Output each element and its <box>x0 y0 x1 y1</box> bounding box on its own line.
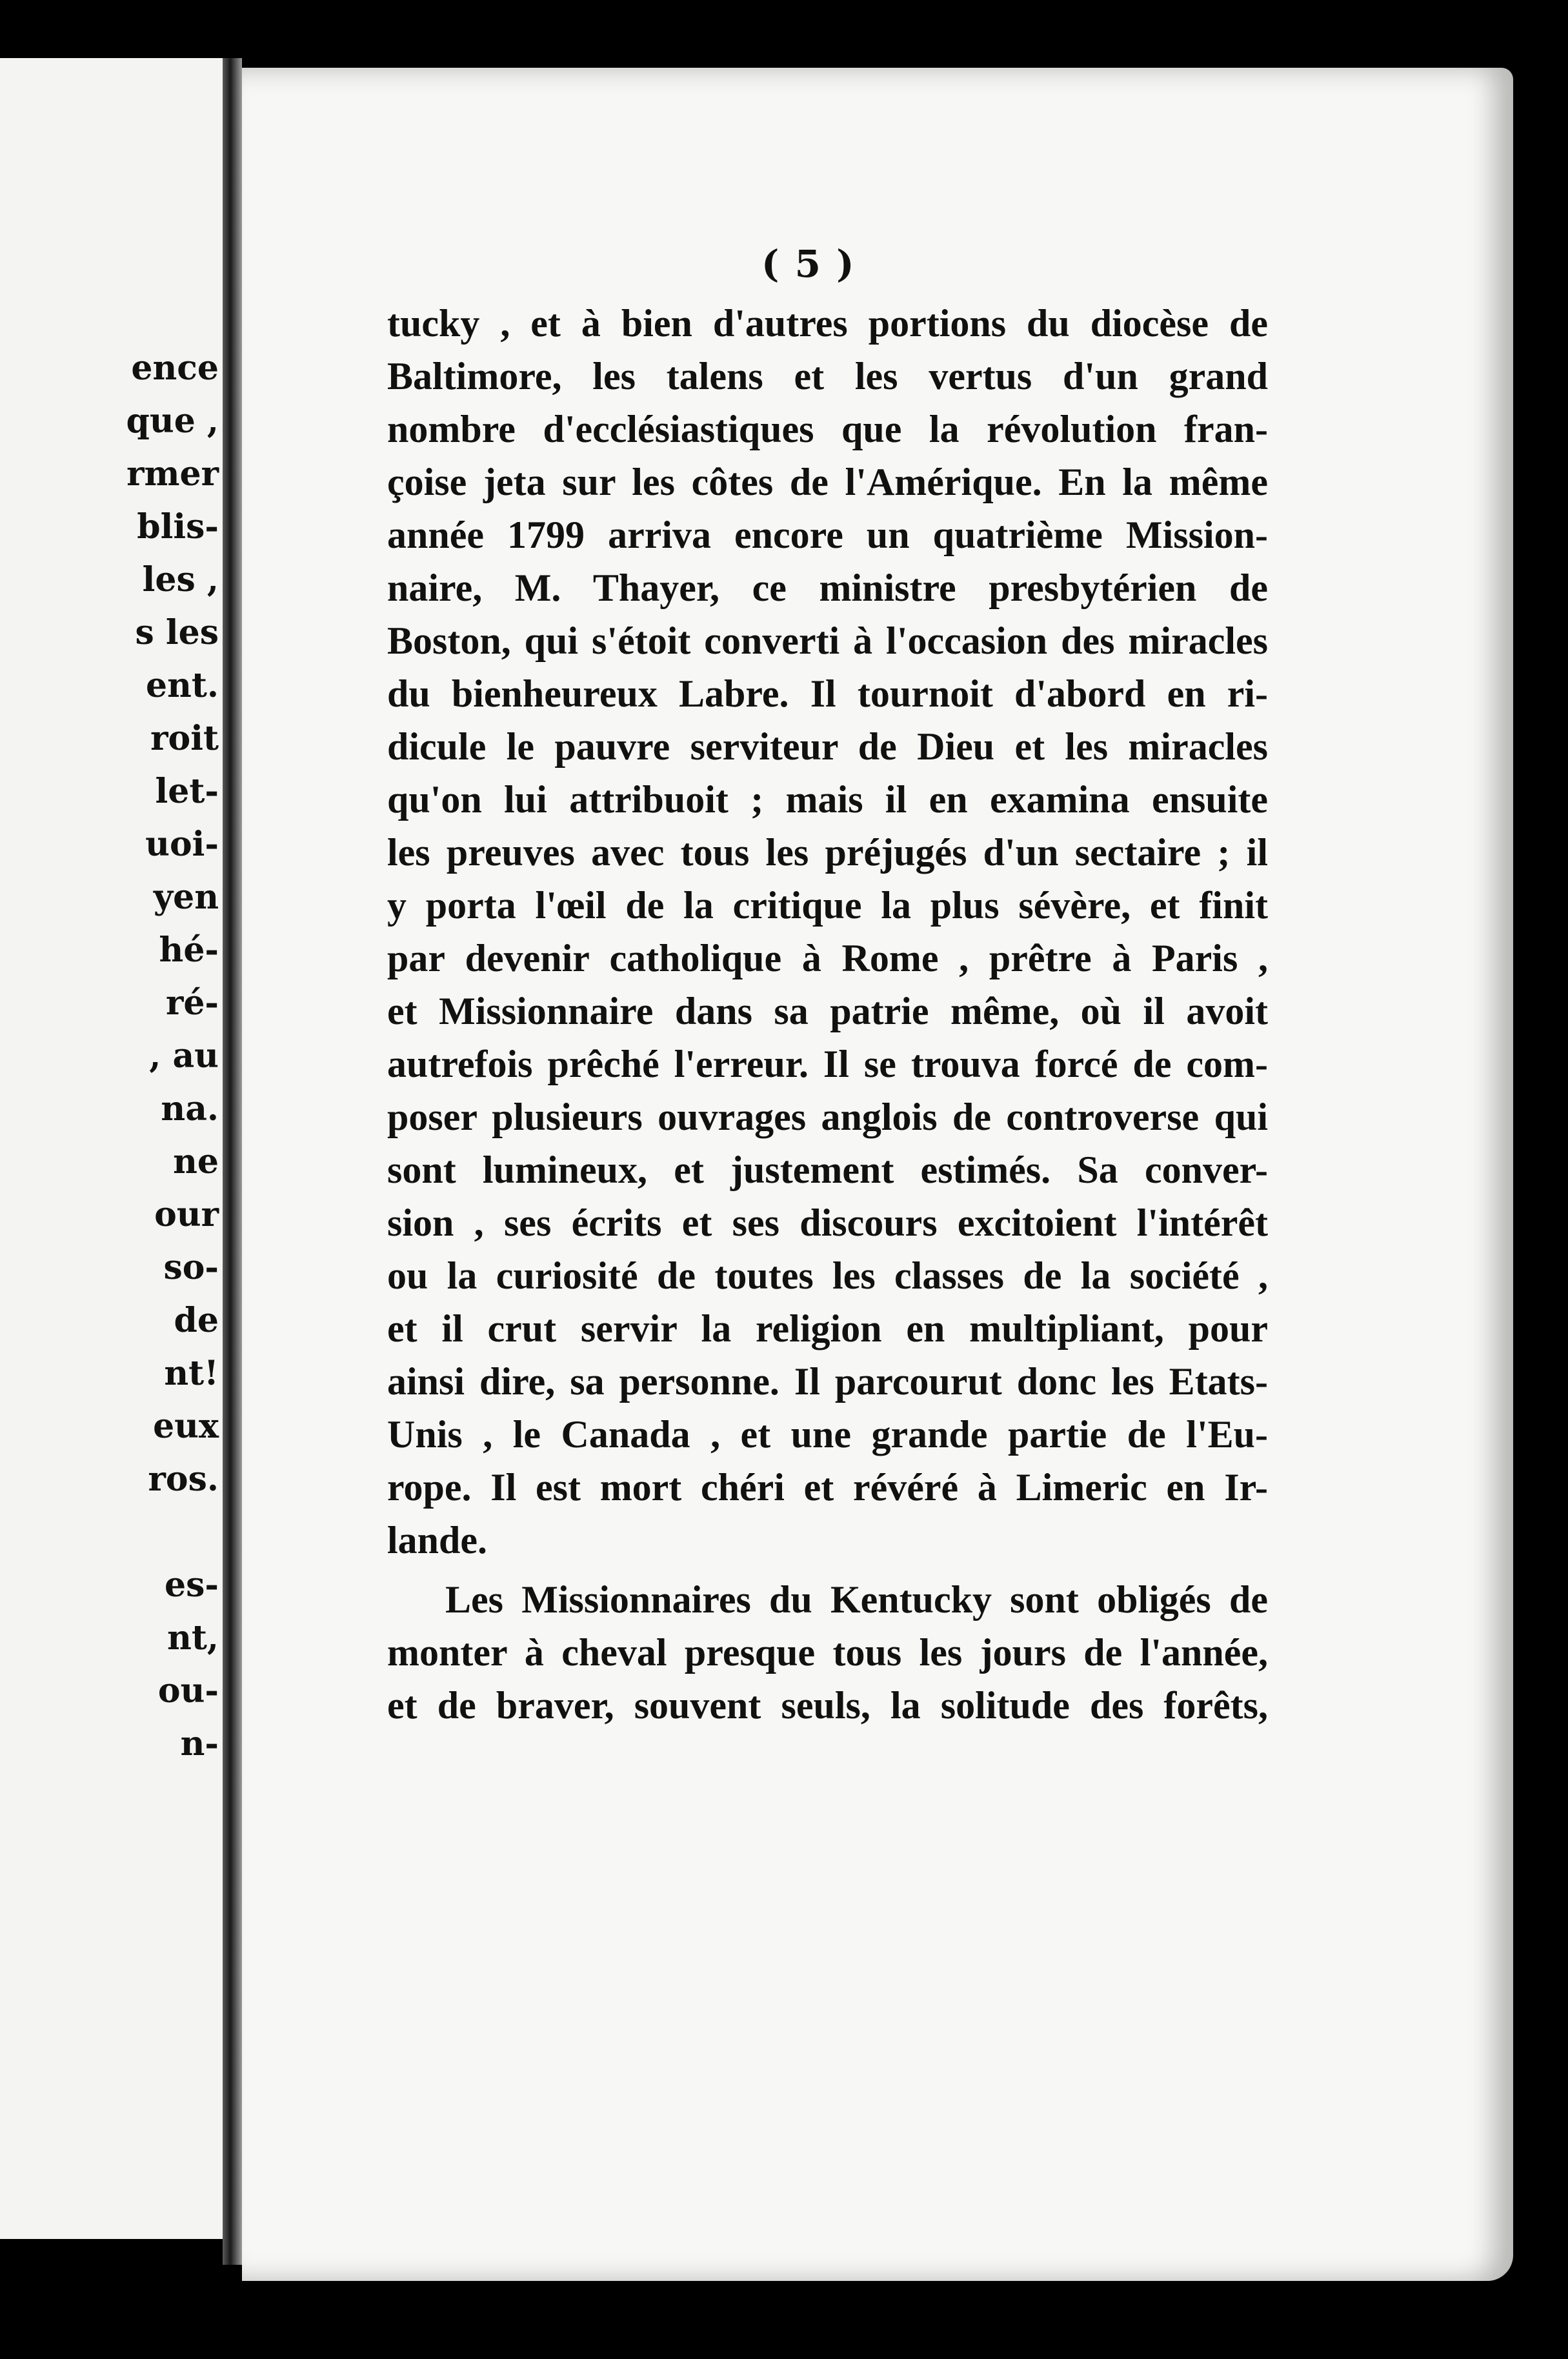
left-page-line: yen <box>153 878 219 917</box>
body-text <box>387 297 1268 1732</box>
text-line: qu'on lui attribuoit ; mais il en examina ensuite <box>387 778 1268 821</box>
text-line: ainsi dire, sa personne. Il parcourut donc les Etats- <box>387 1360 1268 1403</box>
text-line: tucky , et à bien d'autres portions du diocèse de <box>387 302 1268 345</box>
left-page-line: ent. <box>145 666 219 705</box>
left-page-line: na. <box>161 1089 219 1129</box>
text-line: rope. Il est mort chéri et révéré à Limeric en Ir- <box>387 1466 1268 1509</box>
text-line: Unis , le Canada , et une grande partie de l'Eu- <box>387 1413 1268 1456</box>
left-page-line: ros. <box>148 1460 219 1499</box>
text-line: Baltimore, les talens et les vertus d'un grand <box>387 355 1268 397</box>
text-line: monter à cheval presque tous les jours de l'année, <box>387 1631 1268 1674</box>
left-page-line: n- <box>180 1724 219 1763</box>
text-line: çoise jeta sur les côtes de l'Amérique. En la même <box>387 461 1268 503</box>
text-line: sion , ses écrits et ses discours excitoient l'intérêt <box>387 1201 1268 1244</box>
left-page-line: que , <box>126 401 219 441</box>
left-page-line: nt, <box>167 1618 219 1658</box>
left-page-line: s les <box>135 613 219 652</box>
left-page-line: nt! <box>164 1354 219 1393</box>
text-line: Les Missionnaires du Kentucky sont obligés de <box>445 1578 1268 1621</box>
text-line: poser plusieurs ouvrages anglois de controverse qui <box>387 1096 1268 1138</box>
text-line: et Missionnaire dans sa patrie même, où il avoit <box>387 990 1268 1032</box>
left-page-line: blis- <box>137 507 219 547</box>
text-line: par devenir catholique à Rome , prêtre à Paris , <box>387 937 1268 979</box>
text-line: Boston, qui s'étoit converti à l'occasion des miracles <box>387 619 1268 662</box>
left-page-line: our <box>154 1195 219 1234</box>
text-line: autrefois prêché l'erreur. Il se trouva forcé de com- <box>387 1043 1268 1085</box>
left-page-line: les , <box>142 560 219 599</box>
left-page-line: roit <box>150 719 219 758</box>
text-line: année 1799 arriva encore un quatrième Mission- <box>387 514 1268 556</box>
text-line: naire, M. Thayer, ce ministre presbytérien de <box>387 567 1268 609</box>
left-page-line: ne <box>173 1142 219 1181</box>
left-page-line: , au <box>149 1036 219 1076</box>
text-line: lande. <box>387 1519 488 1561</box>
page-number: ( 5 ) <box>761 242 856 286</box>
text-line: dicule le pauvre serviteur de Dieu et les miracles <box>387 725 1268 768</box>
book-gutter <box>223 58 242 2265</box>
left-page-line: ré- <box>165 983 219 1023</box>
left-page-line: de <box>174 1301 219 1340</box>
left-page-line: ou- <box>157 1671 219 1711</box>
text-line: ou la curiosité de toutes les classes de la société , <box>387 1254 1268 1297</box>
left-page-line: eux <box>153 1407 219 1446</box>
left-page-line: uoi- <box>145 825 219 864</box>
left-page-line: es- <box>165 1565 219 1605</box>
text-line: y porta l'œil de la critique la plus sévère, et finit <box>387 884 1268 927</box>
text-line: et il crut servir la religion en multipliant, pour <box>387 1307 1268 1350</box>
text-line: et de braver, souvent seuls, la solitude des forêts, <box>387 1684 1268 1727</box>
left-page-line: hé- <box>159 930 219 970</box>
text-line: du bienheureux Labre. Il tournoit d'abord en ri- <box>387 672 1268 715</box>
text-line: sont lumineux, et justement estimés. Sa conver- <box>387 1149 1268 1191</box>
left-page-line: rmer <box>126 454 219 494</box>
text-line: nombre d'ecclésiastiques que la révolution fran- <box>387 408 1268 450</box>
left-page-line: let- <box>155 772 219 811</box>
text-line: les preuves avec tous les préjugés d'un sectaire ; il <box>387 831 1268 874</box>
previous-page-edge <box>0 58 223 2239</box>
left-page-line: ence <box>131 348 219 388</box>
left-page-line: so- <box>163 1248 219 1287</box>
